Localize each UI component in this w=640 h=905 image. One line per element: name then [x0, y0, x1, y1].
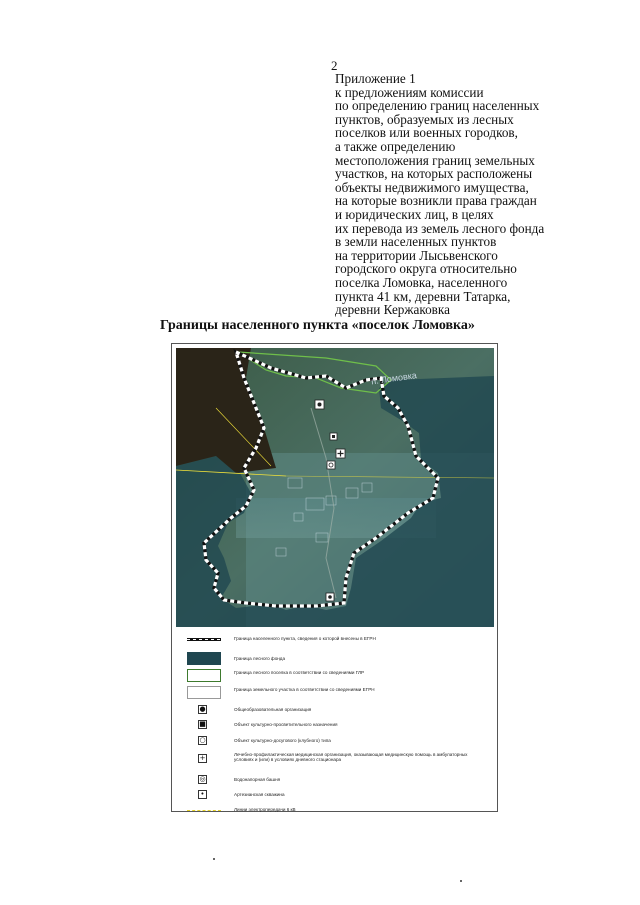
medical-icon	[336, 449, 345, 458]
school-icon: ●	[199, 705, 206, 713]
boundary-line-symbol	[187, 637, 221, 642]
annex-line: объекты недвижимого имущества,	[335, 179, 529, 195]
forest-fund-swatch	[187, 652, 221, 665]
annex-line: Приложение 1	[335, 71, 416, 86]
legend-label: Граница лесного фонда	[234, 656, 286, 661]
page-number: 2	[331, 58, 338, 73]
legend-item-school	[182, 705, 487, 719]
artesian-well-icon: •	[198, 790, 207, 799]
legend-item-settlement-boundary	[182, 636, 487, 650]
legend-item-forest-settlement	[182, 669, 487, 683]
annex-line: участков, на которых расположены	[335, 166, 533, 182]
legend-label: Объект культурно-просветительного назначения	[234, 722, 338, 727]
legend-label: Общеобразовательная организация	[234, 707, 312, 712]
annex-line: деревни Кержаковка	[335, 302, 450, 318]
annex-heading	[335, 72, 635, 317]
legend-item-culture	[182, 720, 487, 734]
legend-item-forest-fund	[182, 652, 487, 666]
annex-line: и юридических лиц, в целях	[335, 206, 494, 222]
annex-line: пункта 41 км, деревни Татарка,	[335, 288, 511, 304]
water-tower-icon	[326, 593, 334, 601]
legend-item-club	[182, 736, 487, 750]
club-icon	[327, 461, 335, 469]
culture-icon: ■	[199, 720, 206, 728]
map-figure	[171, 343, 498, 812]
annex-line: местоположения границ земельных	[335, 152, 535, 168]
legend-label: Граница населенного пункта, сведения о которой внесены в ЕГРН	[234, 636, 376, 641]
legend-label: Объект культурно-досугового (клубного) типа	[234, 738, 331, 743]
legend-label: Артезианская скважина	[234, 792, 285, 797]
annex-line: пунктов, образуемых из лесных	[335, 111, 514, 127]
legend-label: Линии электропередачи 6 кВ	[234, 807, 296, 812]
legend-item-water-tower	[182, 775, 487, 789]
legend-item-power-line	[182, 806, 487, 820]
legend-label: Лечебно-профилактическая медицинская организация, оказывающая медицинскую помощь в амбулаторных условиях и (или) в условиях дневного стационара	[234, 752, 468, 763]
satellite-map	[176, 348, 494, 627]
legend-item-land-plot	[182, 686, 487, 700]
annex-line: к предложениям комиссии	[335, 84, 484, 100]
annex-line: по определению границ населенных	[335, 98, 540, 114]
club-icon: ○	[199, 736, 206, 744]
map-canvas	[176, 348, 494, 627]
annex-line: городского округа относительно	[335, 261, 517, 277]
white-outline-swatch	[187, 686, 221, 699]
scan-speck	[460, 880, 462, 882]
legend-item-medical	[182, 752, 487, 772]
medical-icon: +	[199, 754, 206, 762]
annex-line: их перевода из земель лесного фонда	[335, 220, 545, 236]
place-label: п. Ломовка	[370, 370, 418, 387]
water-tower-icon: ◎	[199, 775, 206, 783]
legend-label: Водонапорная башня	[234, 777, 281, 782]
green-outline-swatch	[187, 669, 221, 682]
annex-line: в земли населенных пунктов	[335, 234, 497, 250]
annex-line: на которые возникли права граждан	[335, 193, 537, 209]
annex-line: поселка Ломовка, населенного	[335, 274, 508, 290]
legend-label: Граница лесного поселка в соответствии со сведениями ГЛР	[234, 670, 365, 675]
culture-icon	[330, 433, 337, 440]
annex-line: а также определению	[335, 138, 456, 154]
map-title: Границы населенного пункта «поселок Ломовка»	[160, 318, 475, 333]
annex-line: на территории Лысьвенского	[335, 247, 498, 263]
school-icon	[315, 400, 324, 409]
power-line-symbol	[187, 810, 221, 811]
annex-line: поселков или военных городков,	[335, 125, 518, 141]
legend-item-artesian-well	[182, 790, 487, 804]
scan-speck	[213, 858, 215, 860]
legend-label: Граница земельного участка в соответствии со сведениями ЕГРН	[234, 687, 375, 692]
